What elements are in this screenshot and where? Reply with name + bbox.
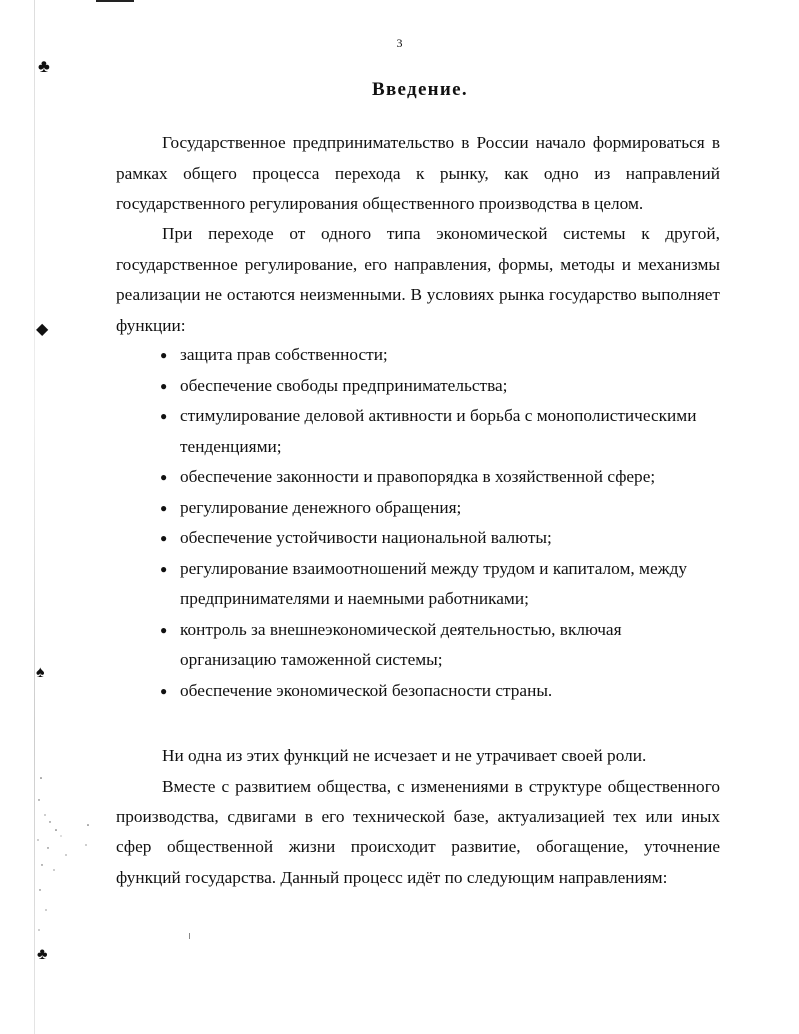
bullet-icon: ●	[160, 470, 168, 484]
paragraph-intro: Государственное предпринимательство в России начало формироваться в рамках общего процесса перехода к рынку, как одно из направлений государственного регулирования общественного производства в целом.	[116, 133, 720, 213]
page-title: Введение.	[372, 79, 468, 100]
bullet-icon: ●	[160, 348, 168, 362]
scan-mark-icon: ♣	[38, 56, 50, 76]
list-item: ● регулирование взаимоотношений между трудом и капиталом, между предпринимателями и наемными работниками;	[160, 554, 720, 615]
bullet-icon: ●	[160, 378, 168, 393]
scan-speckle	[36, 770, 91, 950]
bullet-icon: ●	[160, 409, 168, 423]
scan-mark-icon: ♣	[37, 946, 48, 963]
list-item: ● обеспечение законности и правопорядка в хозяйственной сфере;	[160, 462, 720, 493]
list-item: ● регулирование денежного обращения;	[160, 493, 720, 524]
bullet-icon: ●	[160, 561, 168, 576]
list-item: ● контроль за внешнеэкономической деятельностью, включая организацию таможенной системы;	[160, 615, 720, 676]
list-item: ● обеспечение экономической безопасности страны.	[160, 676, 720, 707]
list-item: ● защита прав собственности;	[160, 340, 720, 371]
scan-mark-icon: ◆	[36, 321, 49, 338]
list-item: ● обеспечение свободы предпринимательства;	[160, 371, 720, 402]
functions-list	[160, 340, 720, 706]
page-number: 3	[396, 36, 403, 50]
bullet-icon: ●	[160, 531, 168, 545]
bullet-icon: ●	[160, 683, 168, 698]
list-item: ● обеспечение устойчивости национальной валюты;	[160, 523, 720, 554]
bullet-icon: ●	[160, 622, 168, 637]
top-rule	[96, 0, 134, 2]
paragraph-development: Вместе с развитием общества, с изменениями в структуре общественного производства, сдвигами в его технической базе, актуализацией тех или иных сфер общественной жизни происходит развитие, обогащение, уточнение функций государства. Данный процесс идёт по следующим направлениям:	[116, 777, 720, 887]
scan-mark-icon: ♠	[36, 664, 45, 681]
paragraph-functions-lead: При переходе от одного типа экономической системы к другой, государственное регулирование, его направления, формы, методы и механизмы реализации не остаются неизменными. В условиях рынка государство выполняет функции:	[116, 224, 720, 335]
scan-left-edge	[34, 0, 35, 1034]
list-item: ● стимулирование деловой активности и борьба с монополистическими тенденциями;	[160, 401, 720, 462]
paragraph-functions-persist: Ни одна из этих функций не исчезает и не утрачивает своей роли.	[162, 746, 647, 765]
bullet-icon: ●	[160, 500, 168, 515]
scan-dot	[189, 933, 190, 939]
